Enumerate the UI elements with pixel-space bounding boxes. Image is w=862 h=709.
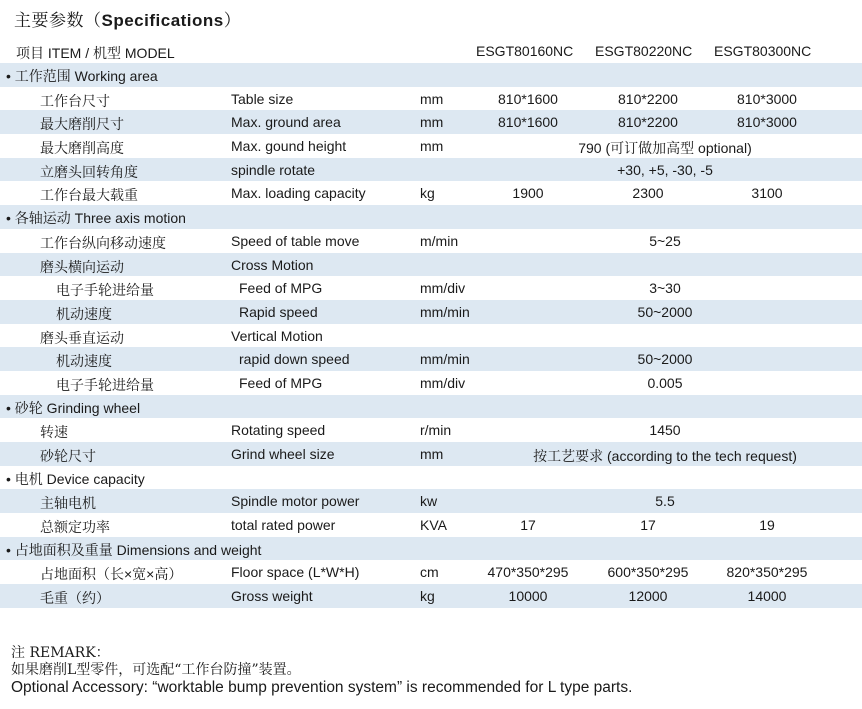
param-name-cn: 工作台尺寸 [40, 92, 110, 109]
param-unit: mm [420, 446, 444, 462]
param-name-cn: 毛重（约） [40, 590, 110, 607]
param-name-cn: 砂轮尺寸 [40, 448, 96, 464]
table-row [0, 276, 862, 300]
param-name-en: Gross weight [231, 588, 313, 605]
param-name-en: Max. loading capacity [231, 185, 366, 202]
param-name-cn: 转速 [40, 424, 68, 441]
param-unit: mm/div [420, 374, 466, 391]
param-value: 810*3000 [737, 90, 797, 107]
param-unit: mm/min [420, 351, 470, 368]
table-row [0, 300, 862, 324]
param-name-cn: 总额定功率 [40, 519, 110, 536]
param-unit: mm [420, 90, 444, 107]
param-name-en: Rapid speed [239, 303, 318, 320]
param-value: 3100 [751, 185, 783, 202]
section-row [0, 63, 862, 87]
param-name-en: Speed of table move [231, 232, 360, 249]
table-row [0, 371, 862, 395]
table-row [0, 181, 862, 205]
section-label: • 工作范围 Working area [6, 68, 158, 84]
table-row [0, 229, 862, 253]
param-name-en: total rated power [231, 517, 336, 534]
param-name-cn: 最大磨削尺寸 [40, 116, 124, 133]
param-unit: mm [420, 114, 444, 131]
param-unit: mm/div [420, 280, 466, 297]
param-unit: kg [420, 588, 435, 605]
param-value-all-models: 0.005 [647, 374, 683, 391]
param-value: 1900 [512, 185, 544, 202]
param-value: 810*1600 [498, 114, 558, 131]
param-value-all-models: 50~2000 [637, 303, 693, 320]
table-row [0, 489, 862, 513]
remark-en: Optional Accessory: “worktable bump prevention system” is recommended for L type parts. [11, 678, 633, 696]
spec-table [0, 63, 862, 608]
section-row [0, 395, 862, 419]
param-name-en: Vertical Motion [231, 327, 323, 344]
title-en: Specifications [101, 11, 224, 30]
param-name-en: Table size [231, 90, 294, 107]
param-unit: KVA [420, 517, 447, 534]
table-row [0, 110, 862, 134]
param-value: 2300 [632, 185, 664, 202]
param-name-en: Feed of MPG [239, 374, 323, 391]
table-row [0, 584, 862, 608]
header-model-3: ESGT80300NC [714, 43, 812, 59]
param-name-cn: 机动速度 [56, 353, 112, 370]
section-label: • 砂轮 Grinding wheel [6, 399, 141, 416]
param-value: 810*1600 [498, 90, 558, 107]
table-row [0, 324, 862, 348]
table-row [0, 134, 862, 158]
header-model-2: ESGT80220NC [595, 43, 693, 59]
table-row [0, 513, 862, 537]
table-row [0, 560, 862, 584]
param-value-all-models: 按工艺要求 (according to the tech request) [533, 448, 797, 464]
param-name-en: Rotating speed [231, 422, 326, 439]
section-label: • 各轴运动 Three axis motion [6, 210, 186, 227]
param-name-en: Grind wheel size [231, 446, 335, 462]
table-row [0, 87, 862, 111]
section-row [0, 537, 862, 561]
param-value-all-models: 3~30 [649, 280, 681, 297]
section-label: • 占地面积及重量 Dimensions and weight [6, 541, 262, 558]
remark-cn: 如果磨削L型零件，可选配“工作台防撞”装置。 [11, 661, 301, 678]
param-name-en: Floor space (L*W*H) [231, 564, 360, 581]
param-name-en: Max. gound height [231, 138, 347, 155]
title-open-paren: （ [84, 11, 102, 30]
param-value: 600*350*295 [607, 564, 689, 581]
title-close-paren: ） [223, 11, 242, 30]
param-value-all-models: +30, +5, -30, -5 [617, 161, 713, 178]
param-value-all-models: 1450 [649, 422, 681, 439]
param-unit: cm [420, 564, 439, 581]
table-row [0, 442, 862, 466]
param-name-cn: 电子手轮进给量 [56, 282, 154, 299]
param-unit: m/min [420, 232, 459, 249]
param-name-cn: 主轴电机 [40, 495, 96, 512]
param-name-en: Cross Motion [231, 256, 314, 273]
table-row [0, 253, 862, 277]
param-unit: r/min [420, 422, 452, 439]
param-unit: kw [420, 493, 438, 510]
param-name-cn: 磨头横向运动 [40, 258, 124, 275]
param-value: 470*350*295 [487, 564, 569, 581]
param-value: 10000 [508, 588, 548, 605]
param-name-en: rapid down speed [239, 351, 350, 368]
param-unit: kg [420, 185, 435, 202]
table-row [0, 347, 862, 371]
remark [11, 645, 632, 697]
remark-label: 注 REMARK： [11, 645, 110, 661]
param-unit: mm [420, 138, 444, 155]
param-value: 17 [520, 517, 536, 534]
param-value: 810*3000 [737, 114, 797, 131]
param-name-cn: 磨头垂直运动 [40, 329, 124, 346]
param-name-cn: 最大磨削高度 [40, 140, 124, 157]
param-name-cn: 电子手轮进给量 [56, 376, 154, 393]
param-name-cn: 立磨头回转角度 [40, 163, 138, 180]
param-value: 820*350*295 [726, 564, 808, 581]
section-row [0, 205, 862, 229]
section-row [0, 466, 862, 490]
param-name-en: spindle rotate [231, 161, 316, 178]
title-cn: 主要参数 [14, 11, 84, 30]
param-unit: mm/min [420, 303, 470, 320]
header-item-model: 项目 ITEM / 机型 MODEL [16, 45, 175, 61]
page-title [14, 6, 241, 31]
param-value-all-models: 5~25 [649, 232, 681, 249]
param-value-all-models: 50~2000 [637, 351, 693, 368]
table-row [0, 418, 862, 442]
table-row [0, 158, 862, 182]
param-value-all-models: 5.5 [655, 493, 675, 510]
param-value: 19 [759, 517, 775, 534]
table-header [0, 40, 862, 62]
param-name-cn: 机动速度 [56, 305, 112, 322]
param-value-all-models: 790 (可订做加高型 optional) [578, 140, 752, 157]
section-label: • 电机 Device capacity [6, 470, 145, 487]
param-value: 810*2200 [618, 114, 678, 131]
param-name-en: Max. ground area [231, 114, 341, 131]
param-name-cn: 占地面积（长×宽×高） [40, 566, 183, 583]
header-model-1: ESGT80160NC [476, 43, 574, 59]
param-value: 17 [640, 517, 656, 534]
param-name-en: Feed of MPG [239, 280, 323, 297]
param-value: 14000 [747, 588, 787, 605]
param-value: 810*2200 [618, 90, 678, 107]
param-name-cn: 工作台最大载重 [40, 187, 138, 204]
param-value: 12000 [628, 588, 668, 605]
param-name-cn: 工作台纵向移动速度 [40, 234, 166, 251]
param-name-en: Spindle motor power [231, 493, 360, 510]
